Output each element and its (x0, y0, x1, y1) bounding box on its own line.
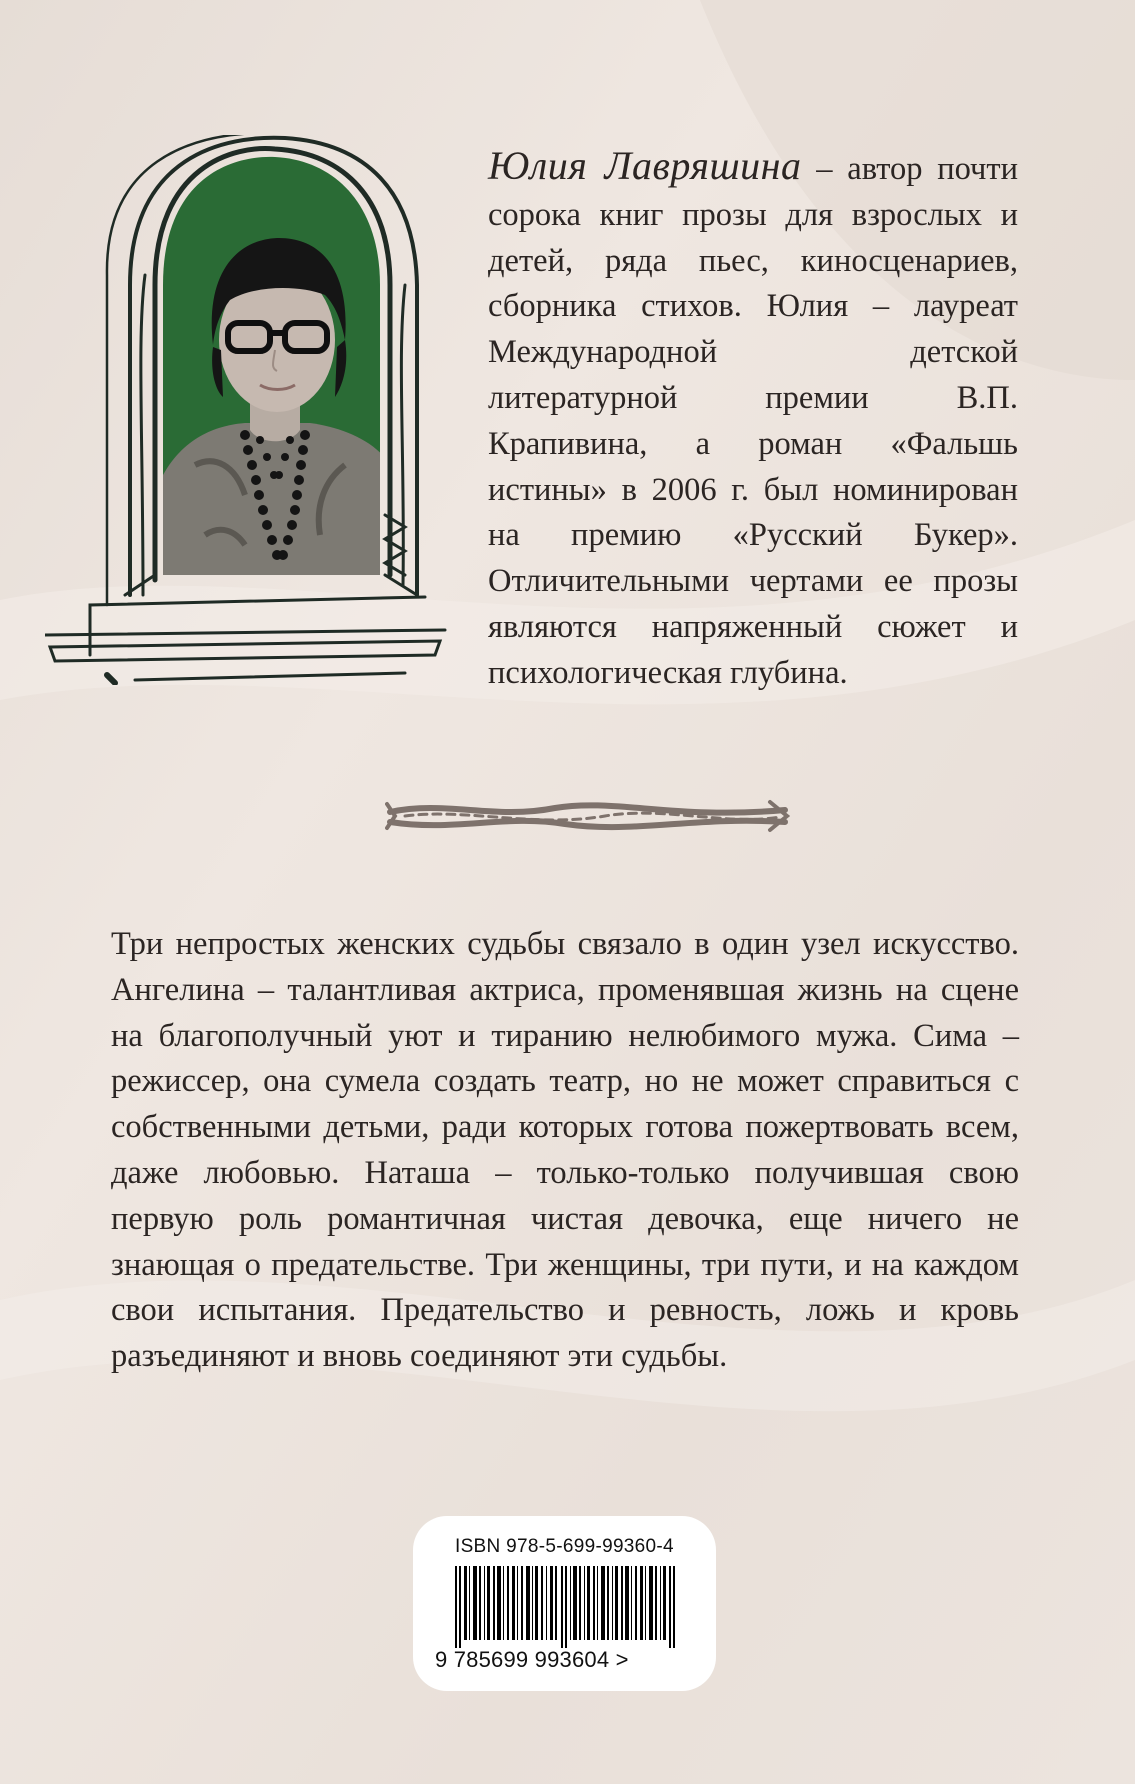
author-portrait (45, 135, 465, 685)
window-frame-illustration (45, 135, 465, 685)
barcode-bars (455, 1566, 677, 1648)
author-name: Юлия Лавряшина (488, 143, 802, 188)
author-bio-text: – автор почти сорока книг прозы для взрослых и детей, ряда пьес, киносценариев, сборника стихов. Юлия – лауреат Международной детской литературной премии В.П. Крапивина, а роман «Фальшь истины» в 2006 г. был номинирован на премию «Русский Букер». Отличительными чертами ее прозы являются напряженный сюжет и психологическая глубина. (488, 151, 1018, 691)
isbn-number: ISBN 978-5-699-99360-4 (455, 1536, 674, 1557)
book-annotation: Три непростых женских судьбы связало в один узел искусство. Ангелина – талантливая актриса, променявшая жизнь на сцене на благополучный уют и тиранию нелюбимого мужа. Сима – режиссер, она сумела создать театр, но не может справиться с собственными детьми, ради которых готова пожертвовать всем, даже любовью. Наташа – только-только получившая свою первую роль романтичная чистая девочка, еще ничего не знающая о предательстве. Три женщины, три пути, и на каждом свои испытания. Предательство и ревность, ложь и кровь разъединяют и вновь соединяют эти судьбы. (111, 926, 1019, 1375)
isbn-barcode (413, 1516, 716, 1691)
decorative-divider (385, 790, 790, 840)
author-bio (488, 143, 1018, 697)
barcode-digits: 9 785699 993604 > (435, 1647, 629, 1672)
